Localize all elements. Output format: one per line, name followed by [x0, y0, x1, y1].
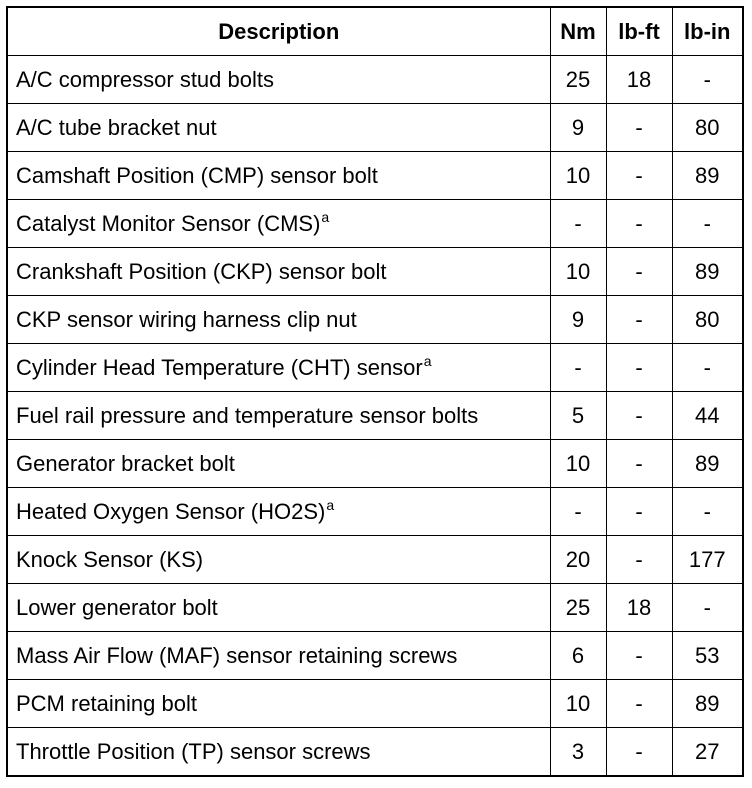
cell-lb-ft: - — [606, 344, 672, 392]
cell-nm: 6 — [550, 632, 606, 680]
cell-lb-ft: 18 — [606, 584, 672, 632]
cell-lb-in: - — [672, 344, 743, 392]
description-text: Crankshaft Position (CKP) sensor bolt — [16, 258, 387, 284]
cell-lb-in: 89 — [672, 680, 743, 728]
table-row — [7, 488, 743, 536]
cell-description — [7, 344, 550, 392]
description-text: CKP sensor wiring harness clip nut — [16, 306, 357, 332]
cell-description — [7, 152, 550, 200]
column-header-nm: Nm — [550, 7, 606, 56]
description-text: Throttle Position (TP) sensor screws — [16, 738, 371, 764]
description-text: Camshaft Position (CMP) sensor bolt — [16, 162, 378, 188]
cell-lb-in: 177 — [672, 536, 743, 584]
cell-description — [7, 584, 550, 632]
cell-lb-in: 89 — [672, 440, 743, 488]
cell-lb-in: 89 — [672, 248, 743, 296]
table-row — [7, 200, 743, 248]
footnote-marker: a — [321, 208, 330, 225]
description-text: PCM retaining bolt — [16, 690, 197, 716]
table-row — [7, 536, 743, 584]
cell-lb-ft: - — [606, 680, 672, 728]
column-header-lb-in: lb-in — [672, 7, 743, 56]
table-row — [7, 248, 743, 296]
description-text: Cylinder Head Temperature (CHT) sensor — [16, 354, 423, 380]
cell-nm: 25 — [550, 584, 606, 632]
cell-description — [7, 440, 550, 488]
table-row — [7, 104, 743, 152]
cell-nm: 10 — [550, 440, 606, 488]
cell-nm: - — [550, 200, 606, 248]
table-row — [7, 296, 743, 344]
cell-nm: 10 — [550, 152, 606, 200]
cell-lb-ft: - — [606, 632, 672, 680]
description-text: Heated Oxygen Sensor (HO2S) — [16, 498, 326, 524]
cell-description — [7, 728, 550, 777]
description-text: A/C compressor stud bolts — [16, 66, 274, 92]
cell-lb-in: - — [672, 200, 743, 248]
cell-lb-ft: - — [606, 200, 672, 248]
cell-nm: 9 — [550, 104, 606, 152]
cell-lb-ft: - — [606, 536, 672, 584]
footnote-marker: a — [423, 352, 432, 369]
cell-description — [7, 392, 550, 440]
cell-lb-in: 80 — [672, 296, 743, 344]
cell-description — [7, 104, 550, 152]
column-header-lb-ft: lb-ft — [606, 7, 672, 56]
table-row — [7, 728, 743, 777]
cell-lb-ft: - — [606, 296, 672, 344]
torque-spec-table — [6, 6, 744, 777]
table-body — [7, 56, 743, 777]
cell-nm: 25 — [550, 56, 606, 104]
description-text: Catalyst Monitor Sensor (CMS) — [16, 210, 321, 236]
table-row — [7, 56, 743, 104]
cell-nm: 10 — [550, 680, 606, 728]
cell-nm: - — [550, 344, 606, 392]
description-text: Lower generator bolt — [16, 594, 218, 620]
cell-lb-ft: - — [606, 392, 672, 440]
cell-lb-ft: - — [606, 248, 672, 296]
cell-lb-in: 89 — [672, 152, 743, 200]
column-header-description: Description — [7, 7, 550, 56]
cell-nm: 9 — [550, 296, 606, 344]
table-row — [7, 680, 743, 728]
cell-lb-in: 53 — [672, 632, 743, 680]
table-header-row — [7, 7, 743, 56]
description-text: A/C tube bracket nut — [16, 114, 217, 140]
table-row — [7, 344, 743, 392]
cell-lb-in: - — [672, 584, 743, 632]
cell-lb-ft: - — [606, 440, 672, 488]
cell-lb-in: 27 — [672, 728, 743, 777]
table-row — [7, 632, 743, 680]
cell-nm: - — [550, 488, 606, 536]
cell-lb-ft: 18 — [606, 56, 672, 104]
cell-lb-in: - — [672, 488, 743, 536]
cell-description — [7, 536, 550, 584]
cell-lb-in: 80 — [672, 104, 743, 152]
table-row — [7, 392, 743, 440]
footnote-marker: a — [326, 496, 335, 513]
cell-nm: 3 — [550, 728, 606, 777]
cell-description — [7, 56, 550, 104]
cell-description — [7, 200, 550, 248]
cell-lb-in: - — [672, 56, 743, 104]
cell-lb-ft: - — [606, 152, 672, 200]
description-text: Knock Sensor (KS) — [16, 546, 204, 572]
cell-nm: 20 — [550, 536, 606, 584]
cell-description — [7, 296, 550, 344]
table-row — [7, 584, 743, 632]
cell-lb-in: 44 — [672, 392, 743, 440]
cell-lb-ft: - — [606, 104, 672, 152]
cell-description — [7, 488, 550, 536]
table-row — [7, 152, 743, 200]
cell-nm: 5 — [550, 392, 606, 440]
description-text: Mass Air Flow (MAF) sensor retaining screws — [16, 642, 458, 668]
table-row — [7, 440, 743, 488]
cell-description — [7, 680, 550, 728]
description-text: Generator bracket bolt — [16, 450, 235, 476]
cell-lb-ft: - — [606, 488, 672, 536]
cell-description — [7, 248, 550, 296]
description-text: Fuel rail pressure and temperature sensor bolts — [16, 402, 479, 428]
cell-description — [7, 632, 550, 680]
cell-nm: 10 — [550, 248, 606, 296]
cell-lb-ft: - — [606, 728, 672, 777]
